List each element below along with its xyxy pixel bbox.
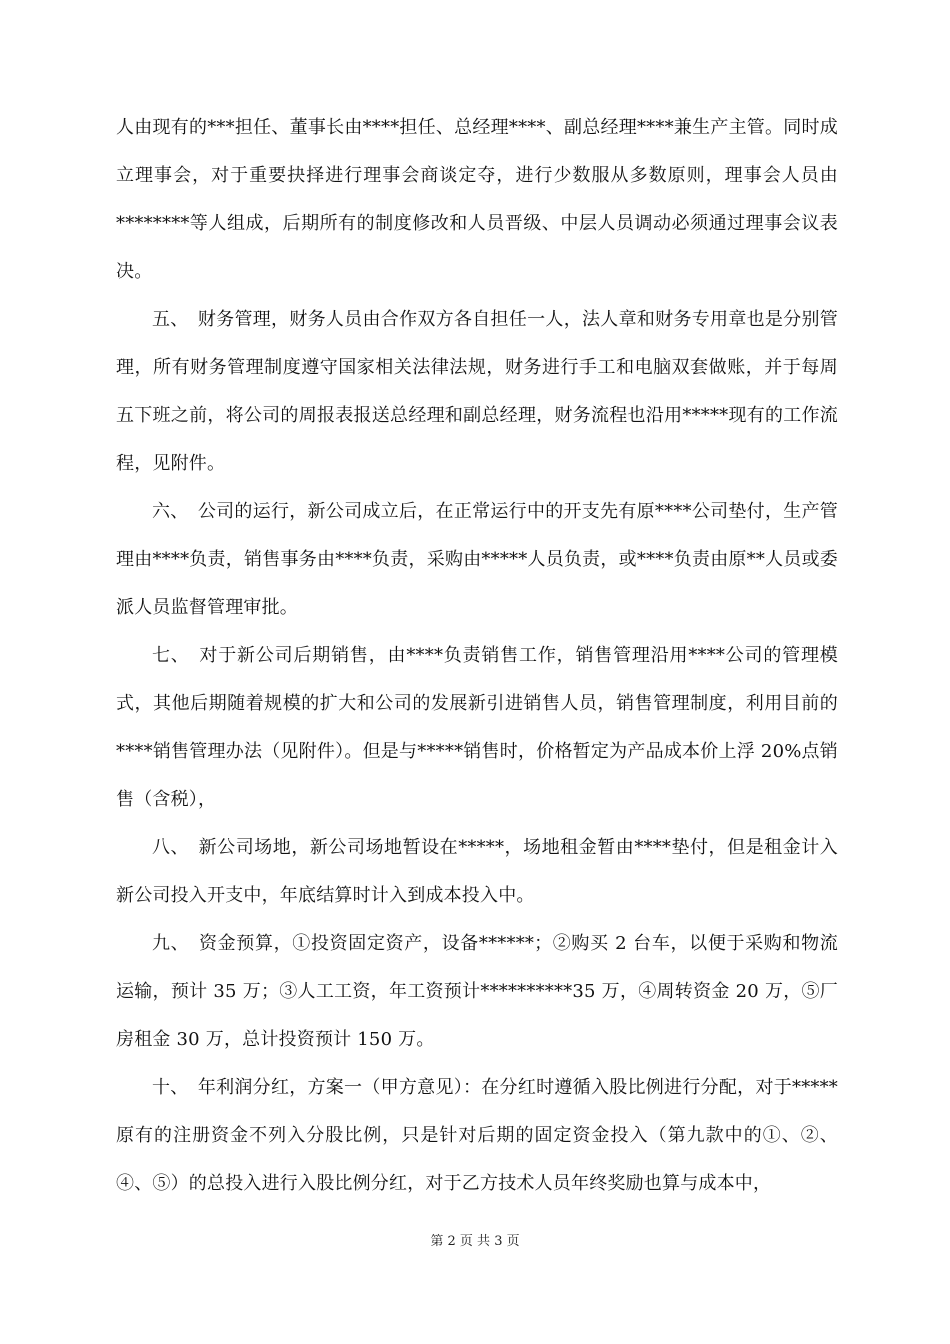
paragraph-clause-10: 十、 年利润分红，方案一（甲方意见）：在分红时遵循入股比例进行分配，对于*****原有的注册资金不列入分股比例，只是针对后期的固定资金投入（第九款中的①、②、④、⑤）的总投入进行入股比例分红，对于乙方技术人员年终奖励也算与成本中， bbox=[116, 1077, 838, 1194]
paragraph-clause-5: 五、 财务管理，财务人员由合作双方各自担任一人，法人章和财务专用章也是分别管理，所有财务管理制度遵守国家相关法律法规，财务进行手工和电脑双套做账，并于每周五下班之前，将公司的周报表报送总经理和副总经理，财务流程也沿用*****现有的工作流程，见附件。 bbox=[116, 309, 838, 474]
page-footer: 第 2 页 共 3 页 bbox=[430, 1234, 520, 1249]
document-page bbox=[116, 0, 838, 1344]
paragraph-intro: 人由现有的***担任、董事长由****担任、总经理****、副总经理****兼生产主管。同时成立理事会，对于重要抉择进行理事会商谈定夺，进行少数服从多数原则，理事会人员由********等人组成，后期所有的制度修改和人员晋级、中层人员调动必须通过理事会议表决。 bbox=[116, 117, 838, 282]
paragraph-clause-7: 七、 对于新公司后期销售，由****负责销售工作，销售管理沿用****公司的管理模式，其他后期随着规模的扩大和公司的发展新引进销售人员，销售管理制度，利用目前的****销售管理办法（见附件）。但是与*****销售时，价格暂定为产品成本价上浮 20%点销售（含税）， bbox=[116, 645, 838, 810]
paragraph-clause-6: 六、 公司的运行，新公司成立后，在正常运行中的开支先有原****公司垫付，生产管理由****负责，销售事务由****负责，采购由*****人员负责，或****负责由原**人员或委派人员监督管理审批。 bbox=[116, 501, 838, 618]
paragraph-clause-9: 九、 资金预算，①投资固定资产，设备******；②购买 2 台车，以便于采购和物流运输，预计 35 万；③人工工资，年工资预计**********35 万，④周转资金 20 万，⑤厂房租金 30 万，总计投资预计 150 万。 bbox=[116, 933, 838, 1050]
paragraph-clause-8: 八、 新公司场地，新公司场地暂设在*****，场地租金暂由****垫付，但是租金计入新公司投入开支中，年底结算时计入到成本投入中。 bbox=[116, 837, 838, 906]
